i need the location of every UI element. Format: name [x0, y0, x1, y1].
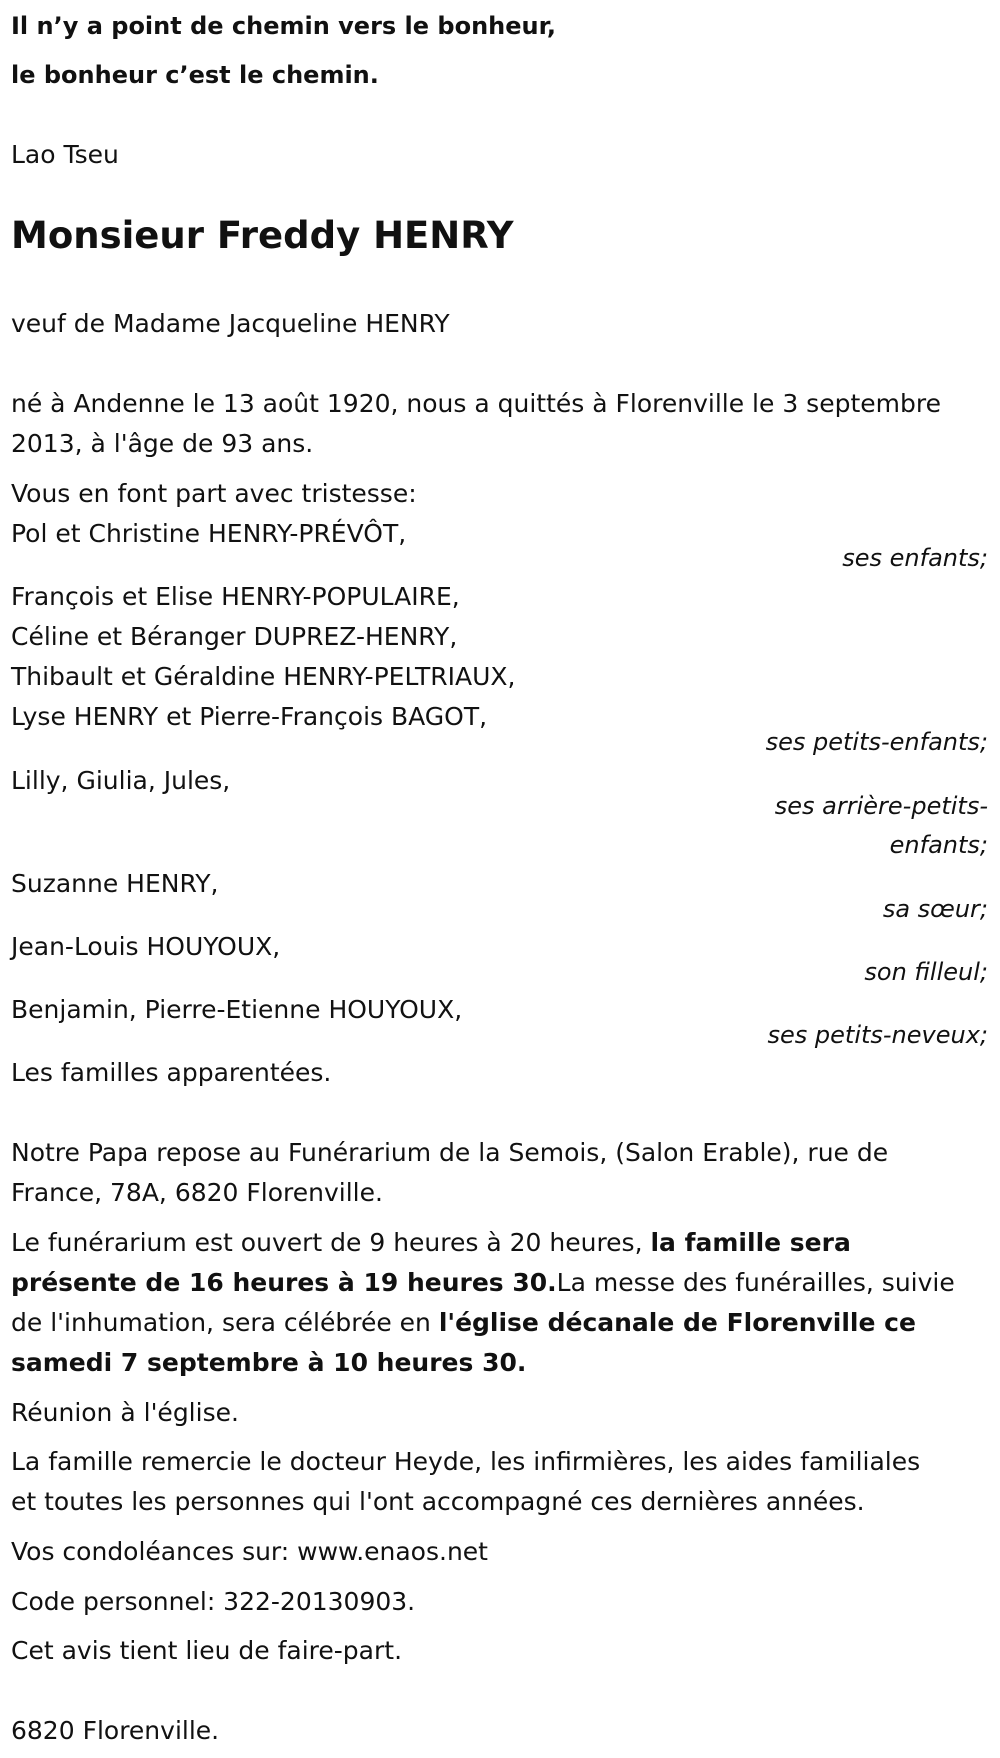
great-grandchildren-names: Lilly, Giulia, Jules, — [11, 766, 231, 795]
church-text-a: l'église décanale de Florenville ce — [438, 1308, 916, 1337]
mass-text: La messe des funérailles, suivie — [556, 1268, 955, 1297]
funeral-details-line-3 — [11, 1303, 986, 1343]
spouse-line: veuf de Madame Jacqueline HENRY — [11, 309, 450, 338]
meeting-line: Réunion à l'église. — [11, 1398, 239, 1427]
related-families: Les familles apparentées. — [11, 1058, 332, 1087]
funeral-details — [11, 1223, 986, 1383]
great-grandchildren-role-1: ses arrière-petits- — [774, 792, 988, 820]
godson-role: son filleul; — [864, 958, 988, 986]
family-presence-text-b: présente de 16 heures à 19 heures 30. — [11, 1268, 557, 1297]
personal-code: Code personnel: 322-20130903. — [11, 1587, 416, 1616]
birth-death-line-2: 2013, à l'âge de 93 ans. — [11, 429, 314, 458]
grandchildren-role: ses petits-enfants; — [765, 728, 988, 756]
funeral-details-line-4 — [11, 1343, 986, 1383]
children-names: Pol et Christine HENRY-PRÉVÔT, — [11, 519, 407, 548]
grandchild-3: Thibault et Géraldine HENRY-PELTRIAUX, — [11, 662, 516, 691]
grandnephews-names: Benjamin, Pierre-Etienne HOUYOUX, — [11, 995, 463, 1024]
rest-line-1: Notre Papa repose au Funérarium de la Semois, (Salon Erable), rue de — [11, 1138, 889, 1167]
thanks-line-1: La famille remercie le docteur Heyde, les infirmières, les aides familiales — [11, 1447, 921, 1476]
rest-line-2: France, 78A, 6820 Florenville. — [11, 1178, 383, 1207]
children-role: ses enfants; — [842, 544, 988, 572]
quote-line-2: le bonheur c’est le chemin. — [11, 61, 379, 89]
quote-author: Lao Tseu — [11, 140, 119, 169]
godson-name: Jean-Louis HOUYOUX, — [11, 932, 281, 961]
birth-death-line-1: né à Andenne le 13 août 1920, nous a quittés à Florenville le 3 septembre — [11, 389, 941, 418]
grandchild-4: Lyse HENRY et Pierre-François BAGOT, — [11, 702, 488, 731]
family-presence-text-a: la famille sera — [650, 1228, 851, 1257]
opening-hours-text: Le funérarium est ouvert de 9 heures à 20 heures, — [11, 1228, 651, 1257]
address-line: 6820 Florenville. — [11, 1716, 220, 1745]
sister-name: Suzanne HENRY, — [11, 869, 219, 898]
deceased-name: Monsieur Freddy HENRY — [11, 214, 514, 257]
family-intro: Vous en font part avec tristesse: — [11, 479, 417, 508]
quote-line-1: Il n’y a point de chemin vers le bonheur, — [11, 12, 557, 40]
grandchild-2: Céline et Béranger DUPREZ-HENRY, — [11, 622, 458, 651]
funeral-details-line-2 — [11, 1263, 986, 1303]
condolences-line: Vos condoléances sur: www.enaos.net — [11, 1537, 488, 1566]
church-text-b: samedi 7 septembre à 10 heures 30. — [11, 1348, 527, 1377]
thanks-line-2: et toutes les personnes qui l'ont accompagné ces dernières années. — [11, 1487, 865, 1516]
notice-line: Cet avis tient lieu de faire-part. — [11, 1636, 403, 1665]
grandnephews-role: ses petits-neveux; — [767, 1021, 988, 1049]
sister-role: sa sœur; — [882, 895, 988, 923]
funeral-details-line-1 — [11, 1223, 986, 1263]
burial-text: de l'inhumation, sera célébrée en — [11, 1308, 439, 1337]
grandchild-1: François et Elise HENRY-POPULAIRE, — [11, 582, 460, 611]
great-grandchildren-role-2: enfants; — [889, 831, 988, 859]
